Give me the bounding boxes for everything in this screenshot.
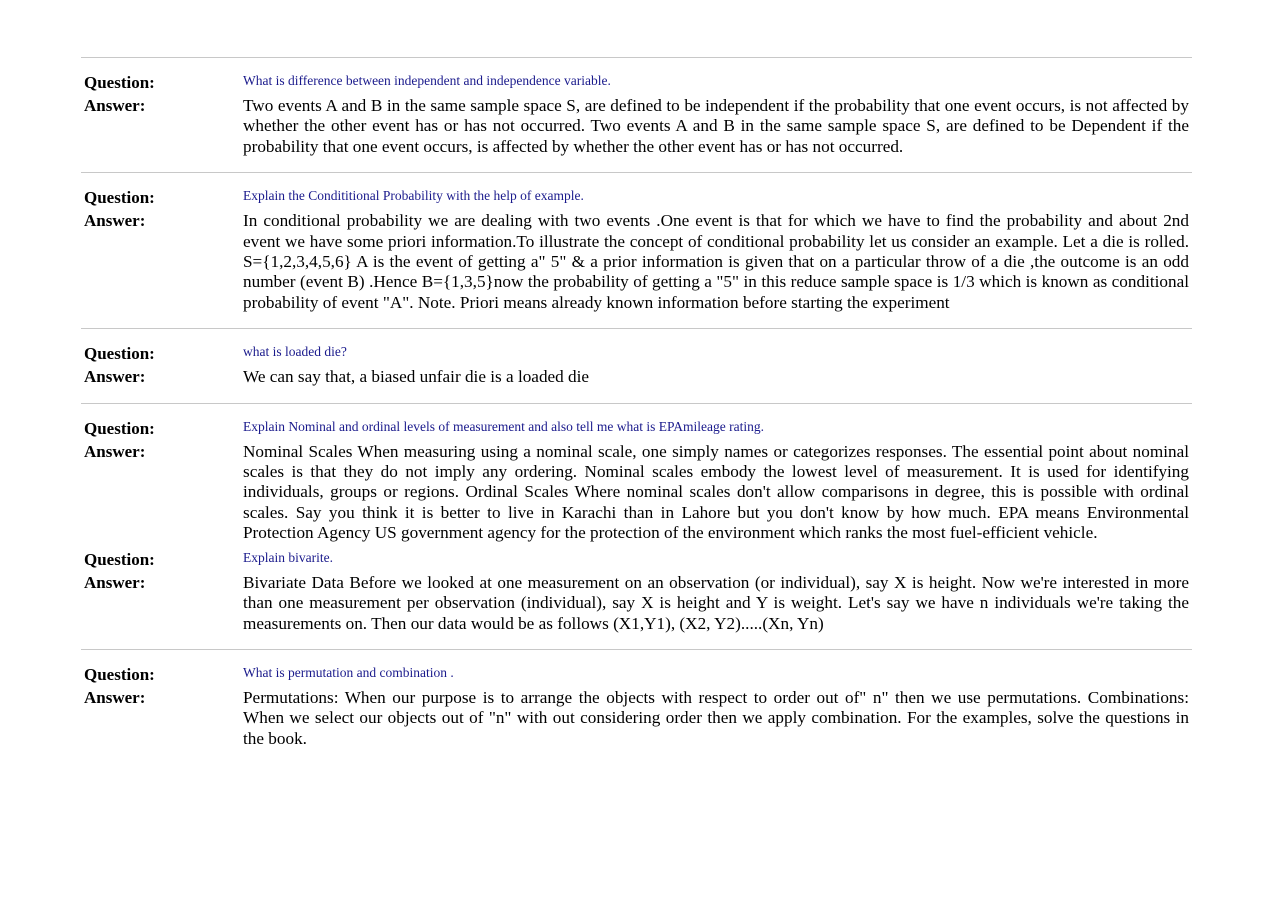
question-text: Explain the Condititional Probability with the help of example. bbox=[243, 188, 584, 204]
qa-block bbox=[81, 57, 1192, 172]
answer-label: Answer: bbox=[84, 687, 146, 707]
qa-pair bbox=[81, 548, 1192, 634]
answer-label: Answer: bbox=[84, 441, 146, 461]
answer-text: In conditional probability we are dealing with two events .One event is that for which we have to find the probability and about 2nd event we have some priori information.To illustrate the concept of conditional probability let us consider an example. Let a die is rolled. S={1,2,3,4,5,6} A is the event of getting a" 5" & a prior information is given that on a particular throw of a die ,the outcome is an odd number (event B) .Hence B={1,3,5}now the probability of getting a "5" in this reduce sample space is 1/3 which is known as conditional probability of event "A". Note. Priori means already known information before starting the experiment bbox=[243, 211, 1189, 312]
question-label: Question: bbox=[84, 664, 155, 684]
answer-text: Bivariate Data Before we looked at one measurement on an observation (or individual), say X is height. Now we're interested in more than one measurement per observation (individual), say X is height and Y is weight. Let's say we have n individuals we're taking the measurements on. Then our data would be as follows (X1,Y1), (X2, Y2).....(Xn, Yn) bbox=[243, 572, 1189, 633]
answer-row bbox=[81, 211, 1192, 313]
question-text: Explain Nominal and ordinal levels of measurement and also tell me what is EPAmileage rating. bbox=[243, 418, 764, 434]
answer-label: Answer: bbox=[84, 211, 146, 231]
question-row bbox=[81, 548, 1192, 570]
answer-label: Answer: bbox=[84, 367, 146, 387]
question-label: Question: bbox=[84, 73, 155, 92]
qa-document bbox=[81, 57, 1192, 764]
question-label: Question: bbox=[84, 418, 155, 438]
answer-row bbox=[81, 96, 1192, 157]
question-row bbox=[81, 71, 1192, 93]
question-row bbox=[81, 417, 1192, 439]
question-text: What is difference between independent and independence variable. bbox=[243, 73, 611, 88]
question-text: what is loaded die? bbox=[243, 344, 347, 360]
question-row bbox=[81, 186, 1192, 208]
qa-pair bbox=[81, 417, 1192, 544]
question-text: What is permutation and combination . bbox=[243, 664, 454, 680]
answer-label: Answer: bbox=[84, 572, 146, 592]
qa-pair bbox=[81, 71, 1192, 157]
qa-block bbox=[81, 649, 1192, 764]
question-text: Explain bivarite. bbox=[243, 549, 333, 565]
question-row bbox=[81, 663, 1192, 685]
answer-row bbox=[81, 688, 1192, 749]
answer-row bbox=[81, 442, 1192, 544]
qa-block bbox=[81, 403, 1192, 649]
qa-block bbox=[81, 328, 1192, 402]
qa-pair bbox=[81, 342, 1192, 387]
answer-text: Nominal Scales When measuring using a nominal scale, one simply names or categorizes responses. The essential point about nominal scales is that they do not imply any ordering. Nominal scales embody the lowest level of measurement. It is used for identifying individuals, groups or regions. Ordinal Scales Where nominal scales don't allow comparisons in degree, this is possible with ordinal scales. Say you think it is better to live in Karachi than in Lahore but you don't know by how much. EPA means Environmental Protection Agency US government agency for the protection of the environment which ranks the most fuel-efficient vehicle. bbox=[243, 441, 1189, 543]
answer-text: Permutations: When our purpose is to arrange the objects with respect to order out of" n" then we use permutations. Combinations: When we select our objects out of "n" with out considering order then we apply combination. For the examples, solve the questions in the book. bbox=[243, 687, 1189, 748]
answer-text: We can say that, a biased unfair die is a loaded die bbox=[243, 367, 590, 387]
answer-row bbox=[81, 367, 1192, 387]
question-label: Question: bbox=[84, 188, 155, 208]
answer-text: Two events A and B in the same sample space S, are defined to be independent if the probability that one event occurs, is not affected by whether the other event has or has not occurred. Two events A and B in the same sample space S, are defined to be Dependent if the probability that one event occurs, is affected by whether the other event has or has not occurred. bbox=[243, 96, 1189, 156]
qa-block bbox=[81, 172, 1192, 328]
question-row bbox=[81, 342, 1192, 364]
answer-label: Answer: bbox=[84, 96, 146, 115]
qa-pair bbox=[81, 186, 1192, 313]
question-label: Question: bbox=[84, 344, 155, 364]
qa-pair bbox=[81, 663, 1192, 749]
answer-row bbox=[81, 573, 1192, 634]
question-label: Question: bbox=[84, 549, 155, 569]
